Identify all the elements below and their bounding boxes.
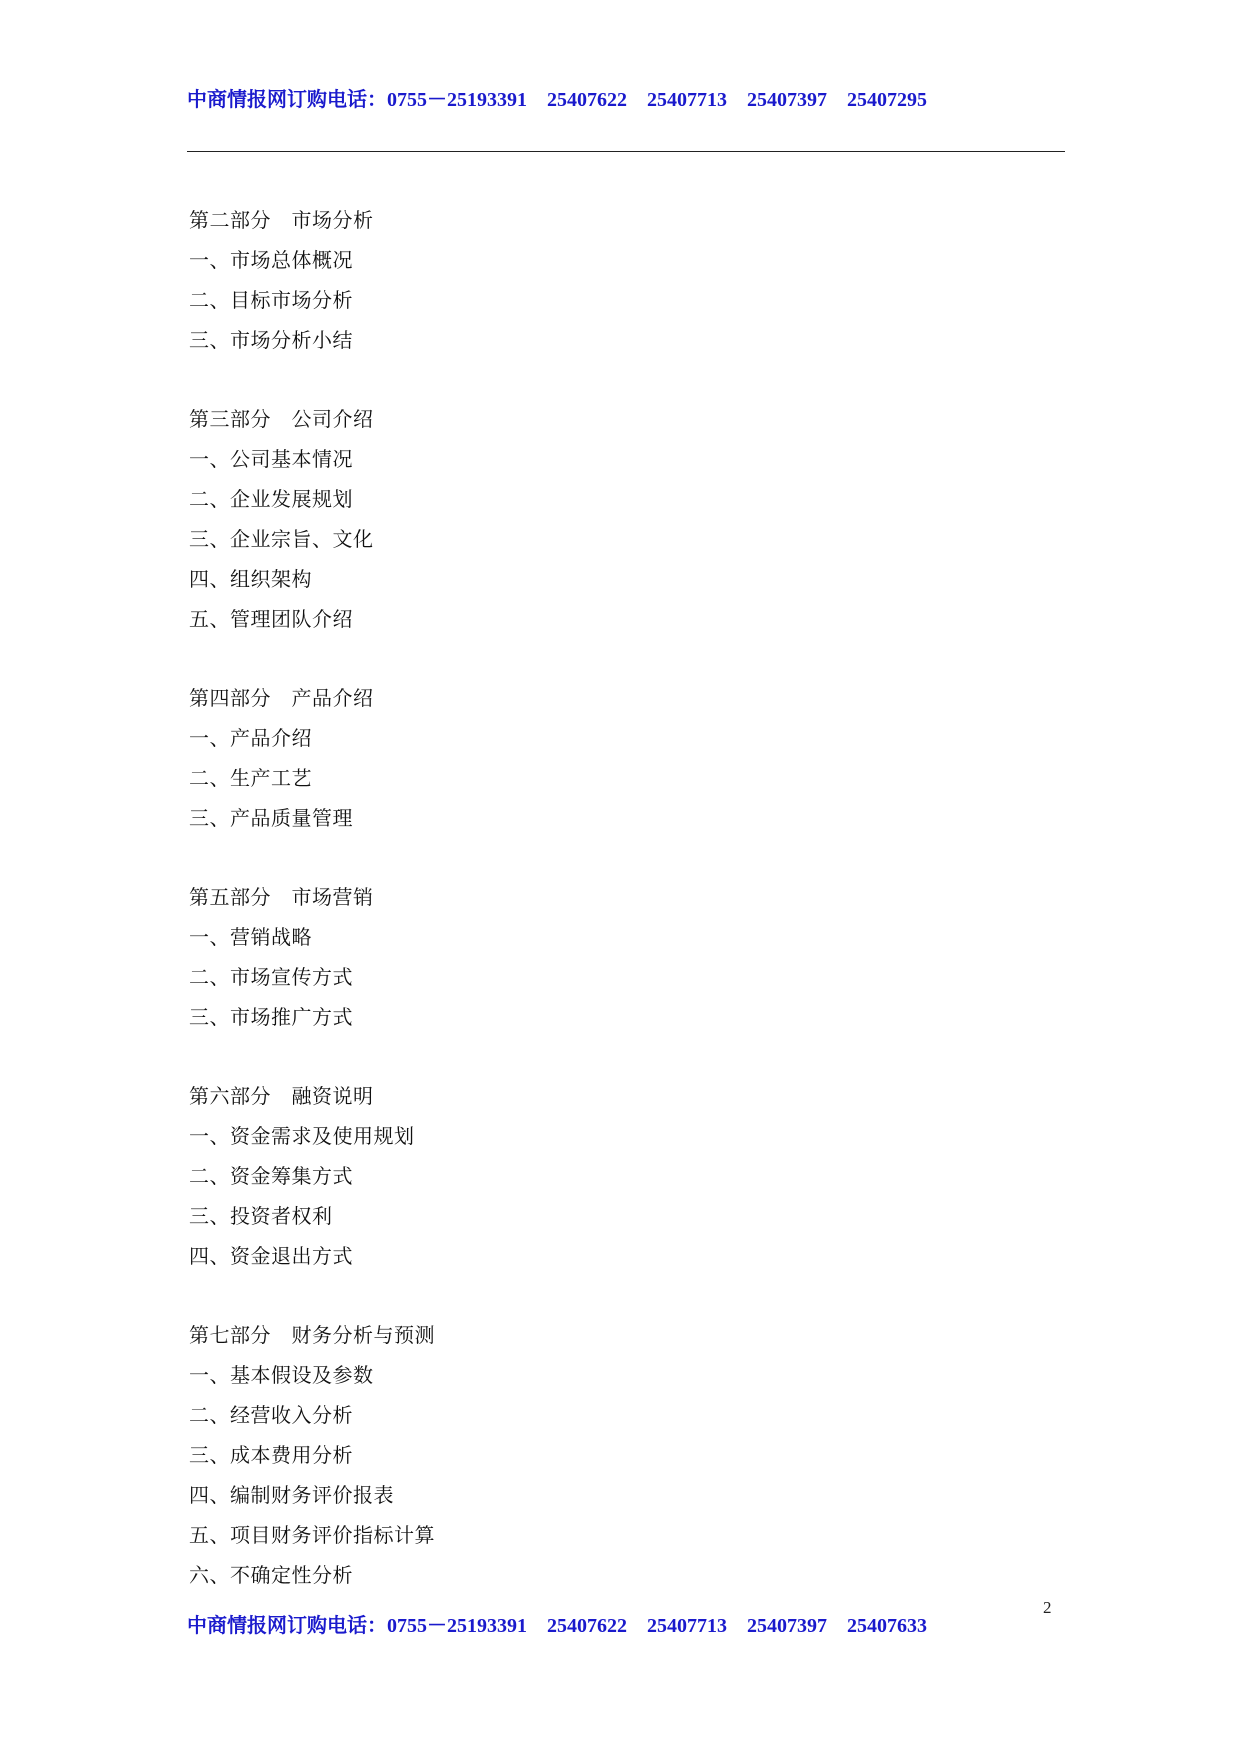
toc-section [189, 1076, 889, 1276]
toc-item: 三、市场分析小结 [189, 328, 353, 352]
toc-item: 六、不确定性分析 [189, 1563, 353, 1587]
toc-item: 一、产品介绍 [189, 726, 312, 750]
toc-section [189, 1315, 889, 1595]
toc-section-title: 第四部分 产品介绍 [189, 686, 374, 710]
toc-item: 五、项目财务评价指标计算 [189, 1523, 435, 1547]
toc-item: 一、公司基本情况 [189, 447, 353, 471]
toc-item: 三、投资者权利 [189, 1204, 333, 1228]
toc-section-title: 第二部分 市场分析 [189, 208, 374, 232]
toc-section-title: 第七部分 财务分析与预测 [189, 1323, 435, 1347]
toc-item: 三、产品质量管理 [189, 806, 353, 830]
header-divider [187, 151, 1065, 152]
toc-item: 四、资金退出方式 [189, 1244, 353, 1268]
toc-item: 二、企业发展规划 [189, 487, 353, 511]
toc-item: 二、目标市场分析 [189, 288, 353, 312]
toc-section [189, 399, 889, 639]
toc-section-title: 第五部分 市场营销 [189, 885, 374, 909]
toc-section [189, 200, 889, 360]
toc-item: 二、生产工艺 [189, 766, 312, 790]
toc-item: 二、资金筹集方式 [189, 1164, 353, 1188]
toc-item: 二、市场宣传方式 [189, 965, 353, 989]
header-order-phone: 中商情报网订购电话：0755－25193391 25407622 25407713 25407397 25407295 [187, 89, 927, 111]
page-header [187, 88, 1067, 148]
toc-section [189, 877, 889, 1037]
toc-item: 三、成本费用分析 [189, 1443, 353, 1467]
toc-item: 三、企业宗旨、文化 [189, 527, 374, 551]
footer-order-phone: 中商情报网订购电话：0755－25193391 25407622 25407713 25407397 25407633 [187, 1615, 927, 1637]
toc-item: 五、管理团队介绍 [189, 607, 353, 631]
toc-item: 四、组织架构 [189, 567, 312, 591]
toc-item: 一、资金需求及使用规划 [189, 1124, 415, 1148]
toc-item: 一、市场总体概况 [189, 248, 353, 272]
toc-item: 三、市场推广方式 [189, 1005, 353, 1029]
toc-section [189, 678, 889, 838]
table-of-contents [189, 200, 889, 1634]
toc-item: 四、编制财务评价报表 [189, 1483, 394, 1507]
toc-section-title: 第三部分 公司介绍 [189, 407, 374, 431]
page-footer [187, 1614, 1067, 1638]
toc-item: 二、经营收入分析 [189, 1403, 353, 1427]
toc-item: 一、营销战略 [189, 925, 312, 949]
toc-section-title: 第六部分 融资说明 [189, 1084, 374, 1108]
page-number: 2 [1043, 1598, 1052, 1617]
toc-item: 一、基本假设及参数 [189, 1363, 374, 1387]
